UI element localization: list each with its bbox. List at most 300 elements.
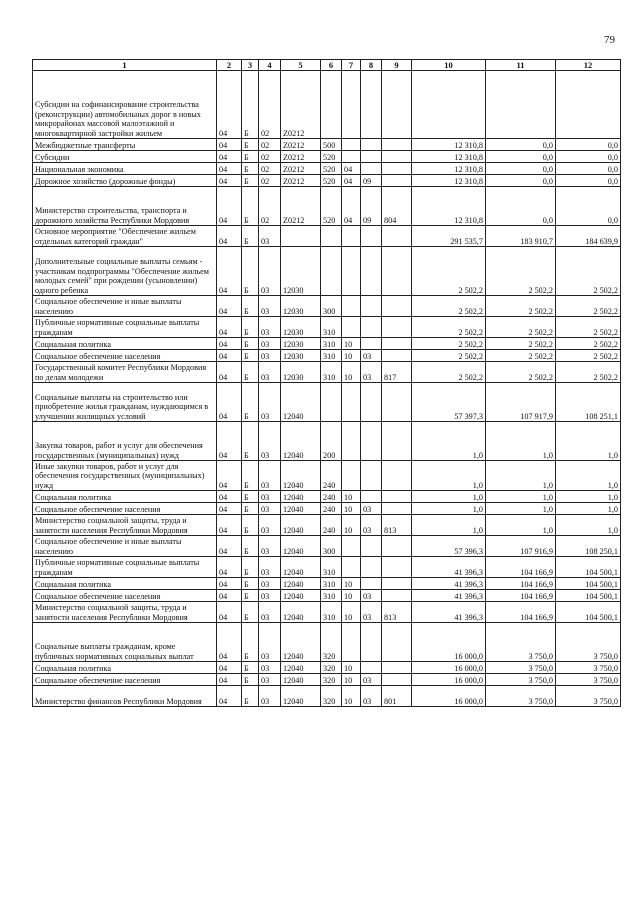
amount-year-1: 1,0 (412, 422, 486, 461)
code-expense-type (321, 71, 342, 139)
amount-year-1: 2 502,2 (412, 296, 486, 317)
amount-year-3: 2 502,2 (556, 338, 621, 350)
code-target: 12040 (281, 491, 321, 503)
row-name: Публичные нормативные социальные выплаты гражданам (33, 317, 217, 338)
code-target: Z0212 (281, 151, 321, 163)
amount-year-2: 3 750,0 (486, 674, 556, 686)
amount-year-3: 0,0 (556, 187, 621, 226)
amount-year-2: 3 750,0 (486, 662, 556, 674)
code-gp: 04 (217, 515, 242, 536)
code-gp: 04 (217, 317, 242, 338)
table-row (33, 139, 621, 151)
code-subsection (361, 163, 382, 175)
amount-year-3: 104 500,1 (556, 590, 621, 602)
code-pp: Б (242, 139, 259, 151)
code-section: 10 (342, 686, 361, 707)
amount-year-2: 1,0 (486, 503, 556, 515)
amount-year-1: 291 535,7 (412, 226, 486, 247)
code-admin: 813 (382, 515, 412, 536)
code-expense-type: 200 (321, 422, 342, 461)
table-body (33, 71, 621, 707)
amount-year-1: 12 310,8 (412, 175, 486, 187)
code-target: 12040 (281, 503, 321, 515)
code-om: 02 (259, 187, 281, 226)
code-om: 03 (259, 247, 281, 296)
code-subsection (361, 139, 382, 151)
table-row (33, 602, 621, 623)
code-admin (382, 662, 412, 674)
code-target: 12040 (281, 578, 321, 590)
code-target: 12040 (281, 461, 321, 491)
code-expense-type: 320 (321, 623, 342, 662)
code-pp: Б (242, 461, 259, 491)
code-target: 12030 (281, 338, 321, 350)
code-gp: 04 (217, 590, 242, 602)
code-gp: 04 (217, 151, 242, 163)
code-om: 03 (259, 536, 281, 557)
code-om: 02 (259, 139, 281, 151)
code-section (342, 623, 361, 662)
amount-year-1: 12 310,8 (412, 187, 486, 226)
amount-year-1: 41 396,3 (412, 557, 486, 578)
code-gp: 04 (217, 578, 242, 590)
amount-year-2: 1,0 (486, 515, 556, 536)
code-target: Z0212 (281, 175, 321, 187)
amount-year-2: 107 916,9 (486, 536, 556, 557)
amount-year-3: 1,0 (556, 503, 621, 515)
code-target: 12040 (281, 590, 321, 602)
code-admin: 817 (382, 362, 412, 383)
row-name: Министерство строительства, транспорта и дорожного хозяйства Республики Мордовия (33, 187, 217, 226)
table-row (33, 151, 621, 163)
row-name: Социальное обеспечение населения (33, 590, 217, 602)
amount-year-2: 0,0 (486, 151, 556, 163)
budget-table (32, 59, 621, 707)
amount-year-1: 2 502,2 (412, 362, 486, 383)
code-admin: 813 (382, 602, 412, 623)
code-gp: 04 (217, 139, 242, 151)
row-name: Социальное обеспечение и иные выплаты населению (33, 536, 217, 557)
amount-year-2: 1,0 (486, 491, 556, 503)
code-target: 12030 (281, 296, 321, 317)
code-om: 03 (259, 557, 281, 578)
code-section (342, 422, 361, 461)
amount-year-1: 57 396,3 (412, 536, 486, 557)
code-expense-type: 240 (321, 491, 342, 503)
code-gp: 04 (217, 187, 242, 226)
amount-year-2: 104 166,9 (486, 557, 556, 578)
table-row (33, 623, 621, 662)
code-expense-type: 300 (321, 296, 342, 317)
code-subsection (361, 151, 382, 163)
amount-year-1: 41 396,3 (412, 602, 486, 623)
code-target: Z0212 (281, 163, 321, 175)
code-subsection: 03 (361, 602, 382, 623)
code-expense-type: 310 (321, 590, 342, 602)
code-target: 12040 (281, 623, 321, 662)
code-section: 04 (342, 163, 361, 175)
code-section: 10 (342, 602, 361, 623)
table-row (33, 317, 621, 338)
row-name: Межбюджетные трансферты (33, 139, 217, 151)
code-pp: Б (242, 362, 259, 383)
code-subsection (361, 662, 382, 674)
code-om: 03 (259, 491, 281, 503)
code-gp: 04 (217, 163, 242, 175)
amount-year-3: 2 502,2 (556, 317, 621, 338)
amount-year-2: 2 502,2 (486, 296, 556, 317)
code-section: 10 (342, 338, 361, 350)
code-pp: Б (242, 686, 259, 707)
row-name: Публичные нормативные социальные выплаты гражданам (33, 557, 217, 578)
code-target: 12030 (281, 362, 321, 383)
row-name: Социальные выплаты гражданам, кроме публичных нормативных социальных выплат (33, 623, 217, 662)
row-name: Социальная политика (33, 338, 217, 350)
code-om: 03 (259, 686, 281, 707)
code-admin (382, 247, 412, 296)
code-subsection (361, 383, 382, 422)
code-admin (382, 71, 412, 139)
code-section (342, 139, 361, 151)
code-target: 12040 (281, 674, 321, 686)
table-row (33, 662, 621, 674)
table-row (33, 71, 621, 139)
code-target: 12040 (281, 422, 321, 461)
row-name: Социальная политика (33, 578, 217, 590)
code-subsection (361, 557, 382, 578)
code-admin (382, 317, 412, 338)
amount-year-3: 1,0 (556, 422, 621, 461)
code-gp: 04 (217, 686, 242, 707)
code-subsection (361, 247, 382, 296)
column-number-header-row (33, 60, 621, 71)
row-name: Дорожное хозяйство (дорожные фонды) (33, 175, 217, 187)
amount-year-2: 0,0 (486, 175, 556, 187)
code-section: 10 (342, 674, 361, 686)
code-gp: 04 (217, 338, 242, 350)
amount-year-1: 16 000,0 (412, 674, 486, 686)
code-om: 03 (259, 383, 281, 422)
table-row (33, 247, 621, 296)
code-pp: Б (242, 578, 259, 590)
code-expense-type: 500 (321, 139, 342, 151)
code-gp: 04 (217, 350, 242, 362)
row-name: Министерство финансов Республики Мордовия (33, 686, 217, 707)
code-section: 10 (342, 350, 361, 362)
code-om: 02 (259, 163, 281, 175)
code-om: 03 (259, 226, 281, 247)
table-row (33, 491, 621, 503)
code-pp: Б (242, 602, 259, 623)
code-section (342, 247, 361, 296)
table-row (33, 362, 621, 383)
amount-year-1: 1,0 (412, 503, 486, 515)
table-row (33, 461, 621, 491)
amount-year-2: 0,0 (486, 163, 556, 175)
code-expense-type: 310 (321, 602, 342, 623)
code-admin (382, 674, 412, 686)
table-row (33, 557, 621, 578)
code-pp: Б (242, 536, 259, 557)
code-gp: 04 (217, 503, 242, 515)
code-pp: Б (242, 338, 259, 350)
row-name: Социальное обеспечение населения (33, 503, 217, 515)
table-row (33, 686, 621, 707)
table-row (33, 422, 621, 461)
code-subsection (361, 226, 382, 247)
code-gp: 04 (217, 536, 242, 557)
amount-year-1: 1,0 (412, 461, 486, 491)
code-expense-type (321, 383, 342, 422)
amount-year-2: 2 502,2 (486, 362, 556, 383)
code-om: 03 (259, 350, 281, 362)
code-pp: Б (242, 317, 259, 338)
amount-year-1: 16 000,0 (412, 686, 486, 707)
code-subsection (361, 338, 382, 350)
table-row (33, 187, 621, 226)
code-om: 03 (259, 602, 281, 623)
row-name: Социальное обеспечение и иные выплаты населению (33, 296, 217, 317)
code-expense-type: 310 (321, 578, 342, 590)
code-gp: 04 (217, 602, 242, 623)
table-row (33, 503, 621, 515)
amount-year-3: 104 500,1 (556, 578, 621, 590)
code-admin (382, 578, 412, 590)
code-pp: Б (242, 151, 259, 163)
code-subsection (361, 317, 382, 338)
code-section: 10 (342, 362, 361, 383)
code-expense-type: 320 (321, 674, 342, 686)
code-admin (382, 151, 412, 163)
amount-year-2: 107 917,9 (486, 383, 556, 422)
code-target: Z0212 (281, 71, 321, 139)
amount-year-1: 1,0 (412, 491, 486, 503)
row-name: Социальная политика (33, 491, 217, 503)
amount-year-3: 104 500,1 (556, 602, 621, 623)
code-target: 12040 (281, 557, 321, 578)
code-om: 03 (259, 296, 281, 317)
code-expense-type: 320 (321, 662, 342, 674)
amount-year-1: 16 000,0 (412, 662, 486, 674)
code-pp: Б (242, 662, 259, 674)
code-pp: Б (242, 296, 259, 317)
code-admin (382, 557, 412, 578)
code-subsection: 03 (361, 503, 382, 515)
table-row (33, 674, 621, 686)
column-header: 1 (33, 60, 217, 71)
amount-year-2: 3 750,0 (486, 686, 556, 707)
code-om: 03 (259, 662, 281, 674)
code-pp: Б (242, 175, 259, 187)
code-pp: Б (242, 590, 259, 602)
amount-year-1: 2 502,2 (412, 338, 486, 350)
code-subsection (361, 461, 382, 491)
column-header: 9 (382, 60, 412, 71)
code-subsection (361, 491, 382, 503)
code-expense-type: 520 (321, 175, 342, 187)
amount-year-1: 2 502,2 (412, 317, 486, 338)
code-target: 12040 (281, 602, 321, 623)
amount-year-1: 41 396,3 (412, 578, 486, 590)
column-header: 6 (321, 60, 342, 71)
code-gp: 04 (217, 623, 242, 662)
amount-year-1: 12 310,8 (412, 139, 486, 151)
code-pp: Б (242, 247, 259, 296)
page-number: 79 (604, 34, 615, 46)
code-admin (382, 461, 412, 491)
amount-year-1 (412, 71, 486, 139)
column-header: 5 (281, 60, 321, 71)
row-name: Основное мероприятие "Обеспечение жильем отдельных категорий граждан" (33, 226, 217, 247)
code-admin (382, 623, 412, 662)
amount-year-3: 108 251,1 (556, 383, 621, 422)
code-admin (382, 338, 412, 350)
code-om: 02 (259, 151, 281, 163)
amount-year-2: 1,0 (486, 461, 556, 491)
amount-year-3: 3 750,0 (556, 662, 621, 674)
code-subsection: 03 (361, 362, 382, 383)
code-section: 10 (342, 503, 361, 515)
code-pp: Б (242, 383, 259, 422)
code-pp: Б (242, 674, 259, 686)
amount-year-2 (486, 71, 556, 139)
code-subsection: 03 (361, 674, 382, 686)
amount-year-3: 0,0 (556, 139, 621, 151)
code-om: 02 (259, 175, 281, 187)
code-pp: Б (242, 187, 259, 226)
code-subsection (361, 536, 382, 557)
code-pp: Б (242, 163, 259, 175)
row-name: Социальная политика (33, 662, 217, 674)
code-gp: 04 (217, 557, 242, 578)
code-admin (382, 422, 412, 461)
code-admin (382, 175, 412, 187)
code-subsection (361, 422, 382, 461)
code-target: Z0212 (281, 187, 321, 226)
code-gp: 04 (217, 662, 242, 674)
table-row (33, 226, 621, 247)
code-section: 04 (342, 175, 361, 187)
code-pp: Б (242, 515, 259, 536)
amount-year-3: 1,0 (556, 491, 621, 503)
amount-year-3: 2 502,2 (556, 362, 621, 383)
amount-year-2: 183 910,7 (486, 226, 556, 247)
code-om: 03 (259, 590, 281, 602)
code-target: 12040 (281, 536, 321, 557)
code-expense-type: 520 (321, 187, 342, 226)
code-section (342, 71, 361, 139)
code-admin (382, 350, 412, 362)
table-row (33, 296, 621, 317)
amount-year-3: 0,0 (556, 175, 621, 187)
amount-year-3: 2 502,2 (556, 350, 621, 362)
code-admin (382, 226, 412, 247)
code-om: 03 (259, 623, 281, 662)
code-pp: Б (242, 226, 259, 247)
code-pp: Б (242, 623, 259, 662)
code-pp: Б (242, 71, 259, 139)
code-section (342, 461, 361, 491)
row-name: Национальная экономика (33, 163, 217, 175)
code-expense-type: 320 (321, 686, 342, 707)
code-expense-type: 520 (321, 163, 342, 175)
code-gp: 04 (217, 71, 242, 139)
table-row (33, 578, 621, 590)
code-admin (382, 536, 412, 557)
amount-year-3: 0,0 (556, 151, 621, 163)
code-gp: 04 (217, 674, 242, 686)
amount-year-1: 16 000,0 (412, 623, 486, 662)
code-expense-type: 240 (321, 503, 342, 515)
code-target: 12040 (281, 686, 321, 707)
code-target: 12030 (281, 247, 321, 296)
code-admin (382, 590, 412, 602)
code-gp: 04 (217, 247, 242, 296)
amount-year-2: 0,0 (486, 139, 556, 151)
code-om: 03 (259, 317, 281, 338)
code-admin (382, 163, 412, 175)
code-subsection (361, 578, 382, 590)
row-name: Дополнительные социальные выплаты семьям - участникам подпрограммы "Обеспечение жильем молодых семей" при рождении (усыновлении) одного ребенка (33, 247, 217, 296)
code-expense-type: 310 (321, 362, 342, 383)
amount-year-2: 1,0 (486, 422, 556, 461)
amount-year-2: 2 502,2 (486, 350, 556, 362)
amount-year-3: 2 502,2 (556, 296, 621, 317)
code-section: 10 (342, 491, 361, 503)
amount-year-2: 0,0 (486, 187, 556, 226)
table-row (33, 338, 621, 350)
code-admin (382, 296, 412, 317)
code-section (342, 557, 361, 578)
code-gp: 04 (217, 461, 242, 491)
code-subsection: 03 (361, 590, 382, 602)
column-header: 10 (412, 60, 486, 71)
amount-year-2: 104 166,9 (486, 578, 556, 590)
code-expense-type: 310 (321, 350, 342, 362)
code-subsection: 03 (361, 686, 382, 707)
row-name: Субсидии (33, 151, 217, 163)
code-section (342, 383, 361, 422)
code-expense-type: 310 (321, 557, 342, 578)
code-subsection: 03 (361, 350, 382, 362)
code-expense-type (321, 247, 342, 296)
code-gp: 04 (217, 226, 242, 247)
amount-year-2: 3 750,0 (486, 623, 556, 662)
code-expense-type: 300 (321, 536, 342, 557)
code-admin: 801 (382, 686, 412, 707)
amount-year-3: 104 500,1 (556, 557, 621, 578)
code-gp: 04 (217, 491, 242, 503)
code-section (342, 226, 361, 247)
table-row (33, 590, 621, 602)
code-section (342, 317, 361, 338)
code-target: 12030 (281, 350, 321, 362)
code-subsection: 09 (361, 187, 382, 226)
code-section: 10 (342, 662, 361, 674)
code-section (342, 151, 361, 163)
code-subsection (361, 623, 382, 662)
code-subsection (361, 71, 382, 139)
amount-year-3: 1,0 (556, 515, 621, 536)
amount-year-1: 12 310,8 (412, 163, 486, 175)
code-gp: 04 (217, 362, 242, 383)
row-name: Социальное обеспечение населения (33, 350, 217, 362)
code-section (342, 296, 361, 317)
table-row (33, 175, 621, 187)
code-expense-type: 240 (321, 461, 342, 491)
code-target: 12040 (281, 515, 321, 536)
row-name: Социальное обеспечение населения (33, 674, 217, 686)
